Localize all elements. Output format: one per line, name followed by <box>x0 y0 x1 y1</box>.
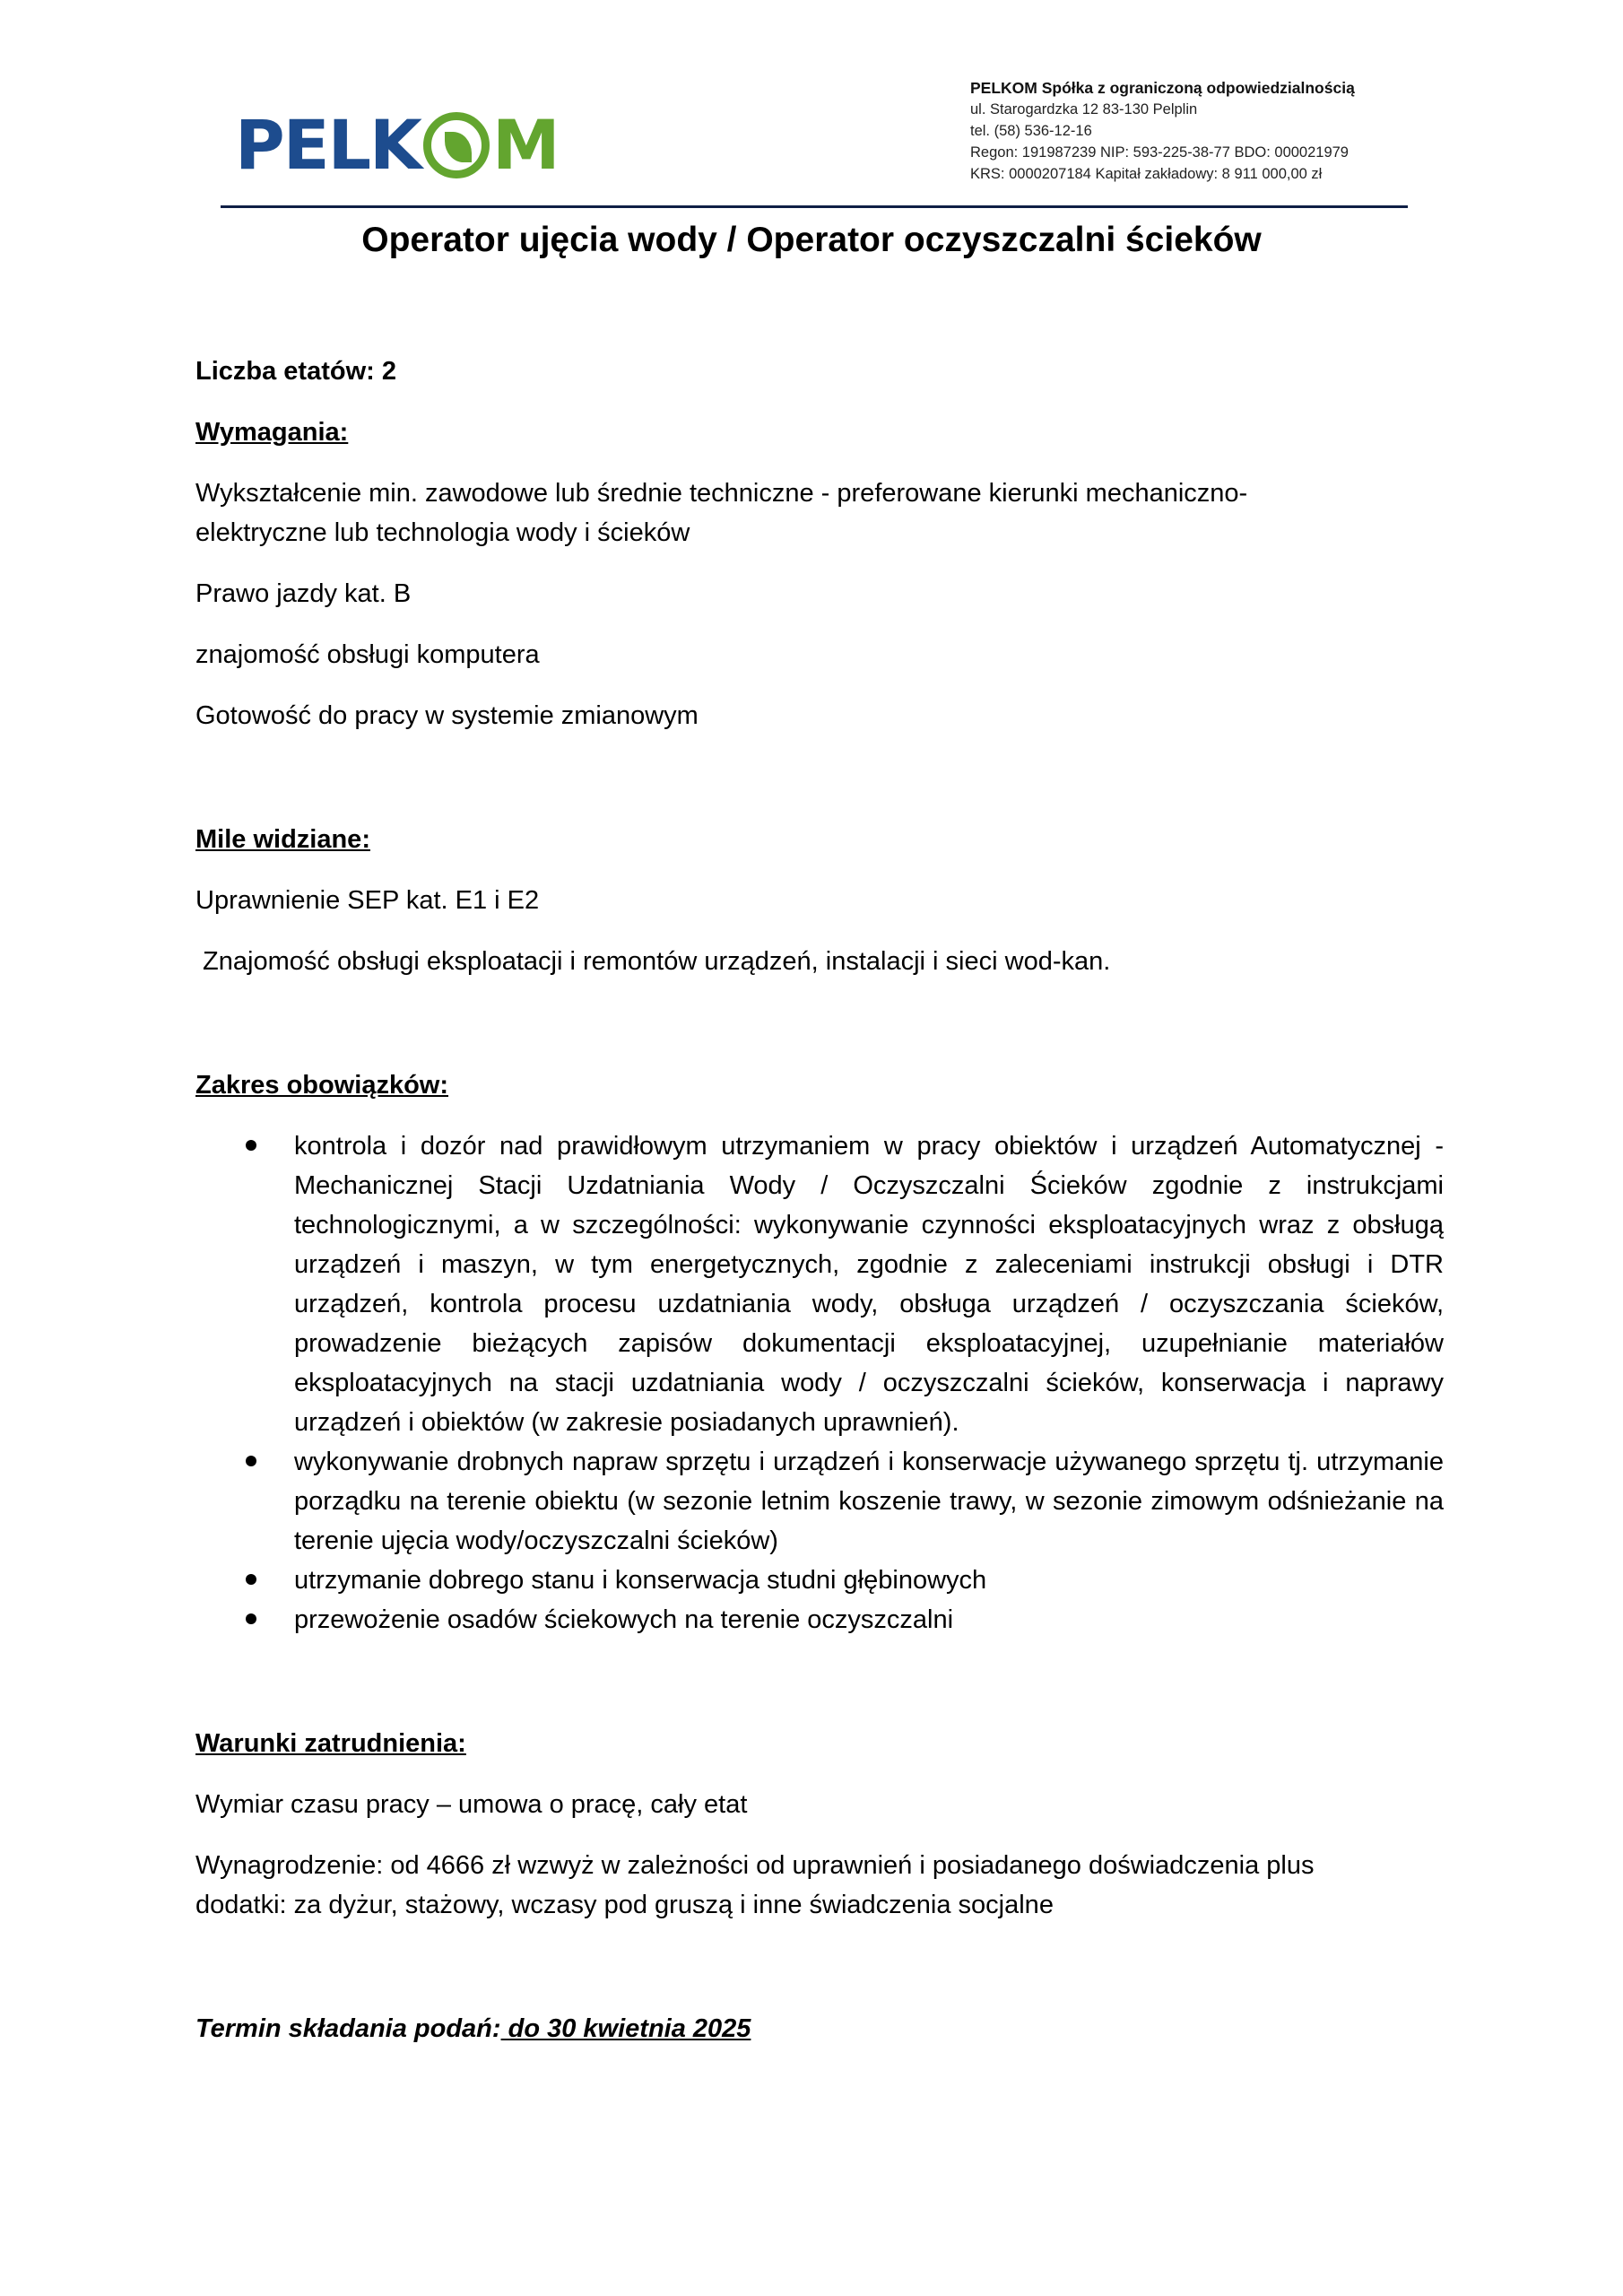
duties-heading: Zakres obowiązków: <box>195 1071 449 1100</box>
nice-to-have-item: Znajomość obsługi eksploatacji i remontów urządzeń, instalacji i sieci wod-kan. <box>195 947 1111 976</box>
requirement-item: Wykształcenie min. zawodowe lub średnie techniczne - preferowane kierunki mechaniczno- <box>195 479 1248 508</box>
document-body <box>195 352 1444 2048</box>
company-address: ul. Starogardzka 12 83-130 Pelplin <box>970 101 1198 117</box>
bullet-icon <box>246 1456 256 1466</box>
list-item: przewożenie osadów ściekowych na terenie oczyszczalni <box>195 1600 1444 1639</box>
condition-item: Wynagrodzenie: od 4666 zł wzwyż w zależności od uprawnień i posiadanego doświadczenia plus <box>195 1851 1315 1880</box>
bullet-icon <box>246 1613 256 1624</box>
logo-text-right: M <box>491 105 559 185</box>
requirement-item: Prawo jazdy kat. B <box>195 579 412 608</box>
company-info <box>970 77 1355 185</box>
company-krs: KRS: 0000207184 Kapitał zakładowy: 8 911 000,00 zł <box>970 166 1323 182</box>
logo-text-left: PELK <box>235 105 421 185</box>
nice-to-have-heading: Mile widziane: <box>195 825 370 854</box>
requirement-item: elektryczne lub technologia wody i ścieków <box>195 518 690 547</box>
company-ids: Regon: 191987239 NIP: 593-225-38-77 BDO: 000021979 <box>970 144 1349 161</box>
requirement-item: znajomość obsługi komputera <box>195 640 540 669</box>
bullet-icon <box>246 1140 256 1151</box>
deadline-date: do 30 kwietnia 2025 <box>500 2014 751 2043</box>
header-divider <box>221 205 1408 208</box>
page-title: Operator ujęcia wody / Operator oczyszczalni ścieków <box>361 221 1262 259</box>
deadline <box>195 2009 1444 2048</box>
list-item: kontrola i dozór nad prawidłowym utrzymaniem w pracy obiektów i urządzeń Automatycznej - Mechanicznej Stacji Uzdatniania Wody / Oczyszczalni Ścieków zgodnie z instrukcjami technologicznymi, a w szczególności: wykonywanie czynności eksploatacyjnych wraz z obsługą urządzeń i maszyn, w tym energetycznych, zgodnie z zaleceniami instrukcji obsługi i DTR urządzeń, kontrola procesu uzdatniania wody, obsługa urządzeń / oczyszczania ścieków, prowadzenie bieżących zapisów dokumentacji eksploatacyjnej, uzupełnianie materiałów eksploatacyjnych na stacji uzdatniania wody / oczyszczalni ścieków, konserwacja i naprawy urządzeń i obiektów (w zakresie posiadanych uprawnień). <box>195 1126 1444 1442</box>
bullet-icon <box>246 1574 256 1585</box>
pelkom-logo <box>235 105 559 185</box>
company-phone: tel. (58) 536-12-16 <box>970 123 1092 139</box>
deadline-label: Termin składania podań: <box>195 2014 501 2043</box>
requirements-heading: Wymagania: <box>195 418 349 447</box>
list-item: utrzymanie dobrego stanu i konserwacja studni głębinowych <box>195 1561 1444 1600</box>
leaf-icon <box>423 112 490 178</box>
condition-item: dodatki: za dyżur, stażowy, wczasy pod gruszą i inne świadczenia socjalne <box>195 1891 1054 1919</box>
duties-list <box>195 1126 1444 1639</box>
conditions-heading: Warunki zatrudnienia: <box>195 1729 466 1758</box>
requirement-item: Gotowość do pracy w systemie zmianowym <box>195 701 699 730</box>
company-name: PELKOM Spółka z ograniczoną odpowiedzialnością <box>970 79 1355 97</box>
list-item: wykonywanie drobnych napraw sprzętu i urządzeń i konserwacje używanego sprzętu tj. utrzymanie porządku na terenie obiektu (w sezonie letnim koszenie trawy, w sezonie zimowym odśnieżanie na terenie ujęcia wody/oczyszczalni ścieków) <box>195 1442 1444 1561</box>
nice-to-have-item: Uprawnienie SEP kat. E1 i E2 <box>195 886 540 915</box>
positions-count: Liczba etatów: 2 <box>195 357 396 386</box>
condition-item: Wymiar czasu pracy – umowa o pracę, cały etat <box>195 1790 748 1819</box>
